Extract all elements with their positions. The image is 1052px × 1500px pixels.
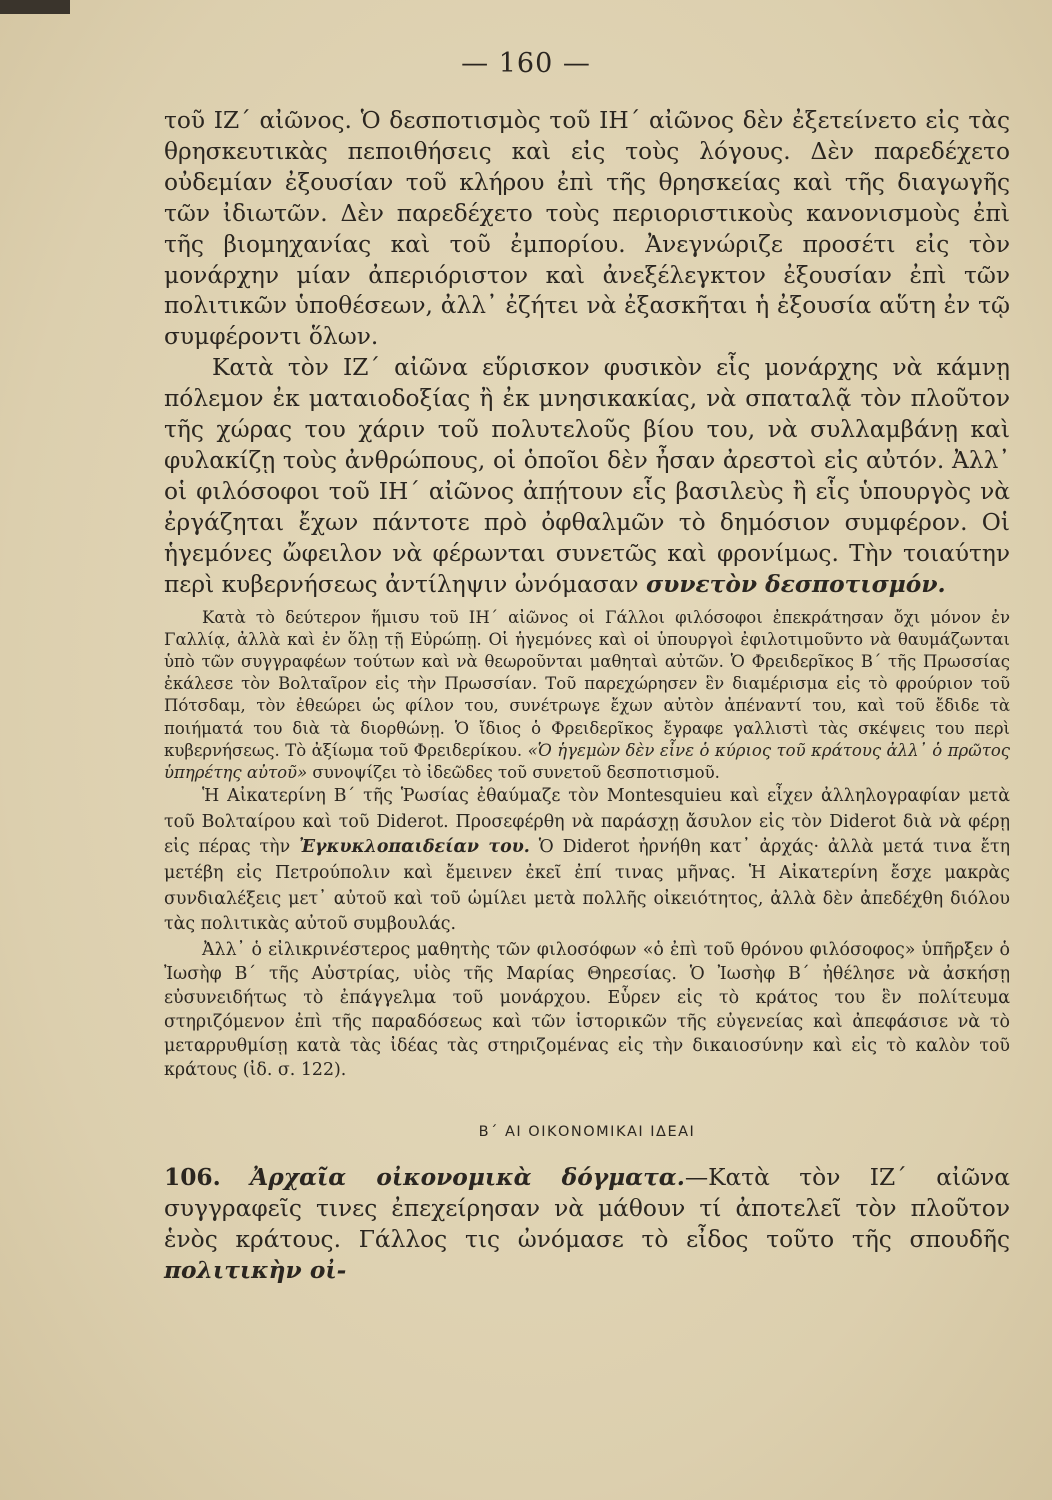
page-edge-shadow	[0, 0, 70, 14]
smallprint-text-tail: συνοψίζει τὸ ἰδεῶδες τοῦ συνετοῦ δεσποτισμοῦ.	[307, 762, 720, 782]
text-column	[164, 106, 1010, 1286]
section-title: Β΄ ΑΙ ΟΙΚΟΝΟΜΙΚΑΙ ΙΔΕΑΙ	[478, 1123, 696, 1140]
smallprint-paragraph-joseph: Ἀλλ᾿ ὁ εἰλικρινέστερος μαθητὴς τῶν φιλοσόφων «ὁ ἐπὶ τοῦ θρόνου φιλόσοφος» ὑπῆρξεν ὁ Ἰωσὴφ Β΄ τῆς Αὐστρίας, υἱὸς τῆς Μαρίας Θηρεσίας. Ὁ Ἰωσὴφ Β΄ ἠθέλησε νὰ ἀσκήσῃ εὐσυνειδήτως τὸ ἐπάγγελμα τοῦ μονάρχου. Εὗρεν εἰς τὸ κράτος του ἓν πολίτευμα στηριζόμενον ἐπὶ τῆς παραδόσεως καὶ τῶν ἱστορικῶν τῆς εὐγενείας καὶ ἀπεφάσισε νὰ τὸ μεταρρυθμίσῃ κατὰ τὰς ἰδέας τὰς στηριζομένας εἰς τὴν δικαιοσύνην καὶ εἰς τὸ καλὸν τοῦ κράτους (ἰδ. σ. 122).	[164, 939, 1010, 1080]
smallprint-text-b: Ὁ Diderot ἠρνήθη κατ᾿ ἀρχάς· ἀλλὰ μετά τινα ἔτη μετέβη εἰς Πετρούπολιν καὶ ἔμεινεν ἐκεῖ ἐπί τινας μῆνας. Ἡ Αἰκατερίνη ἔσχε μακρὰς συνδιαλέξεις μετ᾿ αὐτοῦ καὶ τοῦ ὡμίλει μετὰ πολλῆς οἰκειότητος, ἀλλὰ δὲν ἀπεδέχθη διόλου τὰς πολιτικὰς αὐτοῦ συμβουλάς.	[164, 837, 1011, 935]
paragraph-enlightened-despotism	[164, 353, 1010, 600]
section-text: —Κατὰ τὸν ΙΖ΄ αἰῶνα συγγραφεῖς τινες ἐπεχείρησαν νὰ μάθουν τί ἀποτελεῖ τὸν πλοῦτον ἑνὸς κράτους. Γάλλος τις ὠνόμασε τὸ εἶδος τοῦτο τῆς σπουδῆς	[164, 1163, 1011, 1253]
page-number: — 160 —	[461, 48, 591, 79]
smallprint-paragraph-frederick	[164, 607, 1010, 785]
paragraph-text: Κατὰ τὸν ΙΖ΄ αἰῶνα εὕρισκον φυσικὸν εἷς μονάρχης νὰ κάμνῃ πόλεμον ἐκ ματαιοδοξίας ἢ ἐκ μνησικακίας, νὰ σπαταλᾷ τὸν πλοῦτον τῆς χώρας του χάριν τοῦ πολυτελοῦς βίου του, νὰ συλλαμβάνῃ καὶ φυλακίζῃ τοὺς ἀνθρώπους, οἱ ὁποῖοι δὲν ἦσαν ἀρεστοὶ εἰς αὐτόν. Ἀλλ᾿ οἱ φιλόσοφοι τοῦ ΙΗ΄ αἰῶνος ἀπῄτουν εἷς βασιλεὺς ἢ εἷς ὑπουργὸς νὰ ἐργάζηται ἔχων πάντοτε πρὸ ὀφθαλμῶν τὸ δημόσιον συμφέρον. Οἱ ἡγεμόνες ὤφειλον νὰ φέρωνται συνετῶς καὶ φρονίμως. Τὴν τοιαύτην περὶ κυβερνήσεως ἀντίληψιν ὠνόμασαν	[164, 354, 1010, 598]
emphasized-term: συνετὸν δεσποτισμόν.	[646, 570, 946, 598]
smallprint-paragraph-catherine	[164, 784, 1010, 938]
smallprint-text: Κατὰ τὸ δεύτερον ἥμισυ τοῦ ΙΗ΄ αἰῶνος οἱ Γάλλοι φιλόσοφοι ἐπεκράτησαν ὄχι μόνον ἐν Γαλλίᾳ, ἀλλὰ καὶ ἐν ὅλῃ τῇ Εὐρώπῃ. Οἱ ἡγεμόνες καὶ οἱ ὑπουργοὶ ἐφιλοτιμοῦντο νὰ θαυμάζωνται ὑπὸ τῶν συγγραφέων τούτων καὶ νὰ θεωροῦνται μαθηταὶ αὐτῶν. Ὁ Φρειδερῖκος Β΄ τῆς Πρωσσίας ἐκάλεσε τὸν Βολταῖρον εἰς τὴν Πρωσσίαν. Τοῦ παρεχώρησεν ἓν διαμέρισμα εἰς τὸ φρούριον τοῦ Πότσδαμ, τὸν ἐθεώρει ὡς φίλον του, συνέτρωγε ἔχων αὐτὸν ἀπέναντί του, καὶ τοῦ ἔδιδε τὰ ποιήματά του διὰ τὰ διορθώνῃ. Ὁ ἴδιος ὁ Φρειδερῖκος ἔγραφε γαλλιστὶ τὰς σκέψεις του περὶ κυβερνήσεως. Τὸ ἀξίωμα τοῦ Φρειδερίκου.	[164, 607, 1010, 760]
section-number: 106.	[164, 1163, 221, 1191]
paragraph-continuation: τοῦ ΙΖ΄ αἰῶνος. Ὁ δεσποτισμὸς τοῦ ΙΗ΄ αἰῶνος δὲν ἐξετείνετο εἰς τὰς θρησκευτικὰς πεποιθήσεις καὶ εἰς τοὺς λόγους. Δὲν παρεδέχετο οὐδεμίαν ἐξουσίαν τοῦ κλήρου ἐπὶ τῆς θρησκείας καὶ τῆς διαγωγῆς τῶν ἰδιωτῶν. Δὲν παρεδέχετο τοὺς περιοριστικοὺς κανονισμοὺς ἐπὶ τῆς βιομηχανίας καὶ τοῦ ἐμπορίου. Ἀνεγνώριζε προσέτι εἰς τὸν μονάρχην μίαν ἀπεριόριστον καὶ ἀνεξέλεγκτον ἐξουσίαν ἐπὶ τῶν πολιτικῶν ὑποθέσεων, ἀλλ᾿ ἐζήτει νὰ ἐξασκῆται ἡ ἐξουσία αὕτη ἐν τῷ συμφέροντι ὅλων.	[164, 107, 1010, 351]
encyclopedia-title: Ἐγκυκλοπαιδείαν του.	[299, 837, 530, 858]
smallprint-text-a: Ἡ Αἰκατερίνη Β΄ τῆς Ῥωσίας ἐθαύμαζε τὸν Montesquieu καὶ εἶχεν ἀλληλογραφίαν μετὰ τοῦ Βολταίρου καὶ τοῦ Diderot. Προσεφέρθη νὰ παράσχῃ ἄσυλον εἰς τὸν Diderot διὰ νὰ φέρῃ εἰς πέρας τὴν	[164, 786, 1010, 858]
section-term: πολιτικὴν οἰ-	[164, 1256, 347, 1284]
frederick-quote: «Ὁ ἡγεμὼν δὲν εἶνε ὁ κύριος τοῦ κράτους ἀλλ᾿ ὁ πρῶτος ὑπηρέτης αὐτοῦ»	[164, 740, 1010, 782]
section-heading: Ἀρχαῖα οἰκονομικὰ δόγματα.	[250, 1163, 685, 1191]
section-106-paragraph	[164, 1162, 1010, 1286]
